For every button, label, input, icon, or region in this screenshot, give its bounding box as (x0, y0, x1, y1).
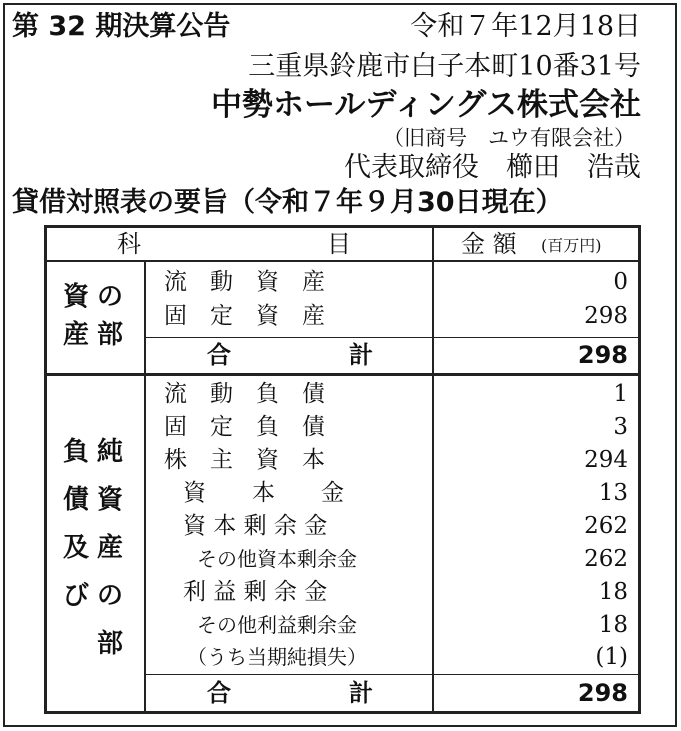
row-label-other-capital-surplus: その他資本剰余金 (197, 547, 357, 571)
company-name: 中勢ホールディングス株式会社 (211, 87, 641, 123)
liabilities-total-value: 298 (577, 679, 628, 707)
row-value-other-capital-surplus: 262 (584, 546, 628, 572)
row-label-capital-surplus: 資 本 剰 余 金 (183, 513, 328, 539)
row-label-current-liabilities: 流 動 負 債 (164, 381, 325, 407)
row-label-net-loss: （うち当期純損失） (187, 645, 367, 669)
fiscal-period-heading: 第 32 期決算公告 (12, 11, 231, 42)
row-value-capital: 13 (598, 480, 628, 506)
liabilities-section-label-col1: 負債及び (62, 437, 89, 611)
column-header-item-b: 目 (327, 230, 351, 258)
row-label-fixed-assets: 固 定 資 産 (164, 303, 325, 329)
representative-name: 代表取締役 櫛田 浩哉 (344, 152, 641, 183)
assets-label-divider (144, 262, 146, 373)
row-value-current-liabilities: 1 (613, 381, 628, 407)
header-divider (47, 260, 638, 262)
assets-total-value: 298 (577, 341, 628, 369)
assets-total-label-b: 計 (349, 341, 373, 369)
balance-sheet-table (44, 225, 641, 714)
former-company-name: （旧商号 ユウ有限会社） (383, 126, 635, 150)
assets-section-label-col1: 資産 (62, 282, 89, 350)
section-divider (47, 373, 638, 376)
row-value-other-retained-earnings: 18 (598, 612, 628, 638)
row-value-current-assets: 0 (613, 269, 628, 295)
company-address: 三重県鈴鹿市白子本町10番31号 (248, 51, 641, 82)
row-value-net-loss: (1) (595, 644, 628, 670)
row-label-other-retained-earnings: その他利益剰余金 (197, 613, 357, 637)
amount-column-divider (432, 228, 434, 711)
row-value-retained-earnings: 18 (598, 579, 628, 605)
column-header-amount: 金 額 (461, 230, 517, 258)
row-value-fixed-assets: 298 (584, 303, 628, 329)
liabilities-label-divider (144, 376, 146, 711)
liabilities-total-label-a: 合 (207, 679, 231, 707)
liabilities-total-label-b: 計 (349, 679, 373, 707)
row-label-capital: 資 本 金 (183, 480, 344, 506)
column-header-item-a: 科 (117, 230, 141, 258)
row-value-fixed-liabilities: 3 (613, 414, 628, 440)
row-label-shareholders-equity: 株 主 資 本 (164, 447, 325, 473)
notice-date: 令和７年12月18日 (410, 11, 641, 42)
assets-section-label-col2: の部 (96, 282, 123, 350)
liabilities-total-divider (144, 674, 638, 675)
liabilities-section-label-col2: 純資産の部 (96, 437, 123, 659)
assets-total-divider (144, 337, 638, 338)
row-label-fixed-liabilities: 固 定 負 債 (164, 414, 325, 440)
row-label-current-assets: 流 動 資 産 (164, 269, 325, 295)
column-header-unit: (百万円) (541, 236, 602, 255)
row-value-shareholders-equity: 294 (584, 447, 628, 473)
row-label-retained-earnings: 利 益 剰 余 金 (183, 579, 328, 605)
balance-sheet-title: 貸借対照表の要旨（令和７年９月30日現在） (12, 187, 563, 218)
assets-total-label-a: 合 (207, 341, 231, 369)
row-value-capital-surplus: 262 (584, 513, 628, 539)
